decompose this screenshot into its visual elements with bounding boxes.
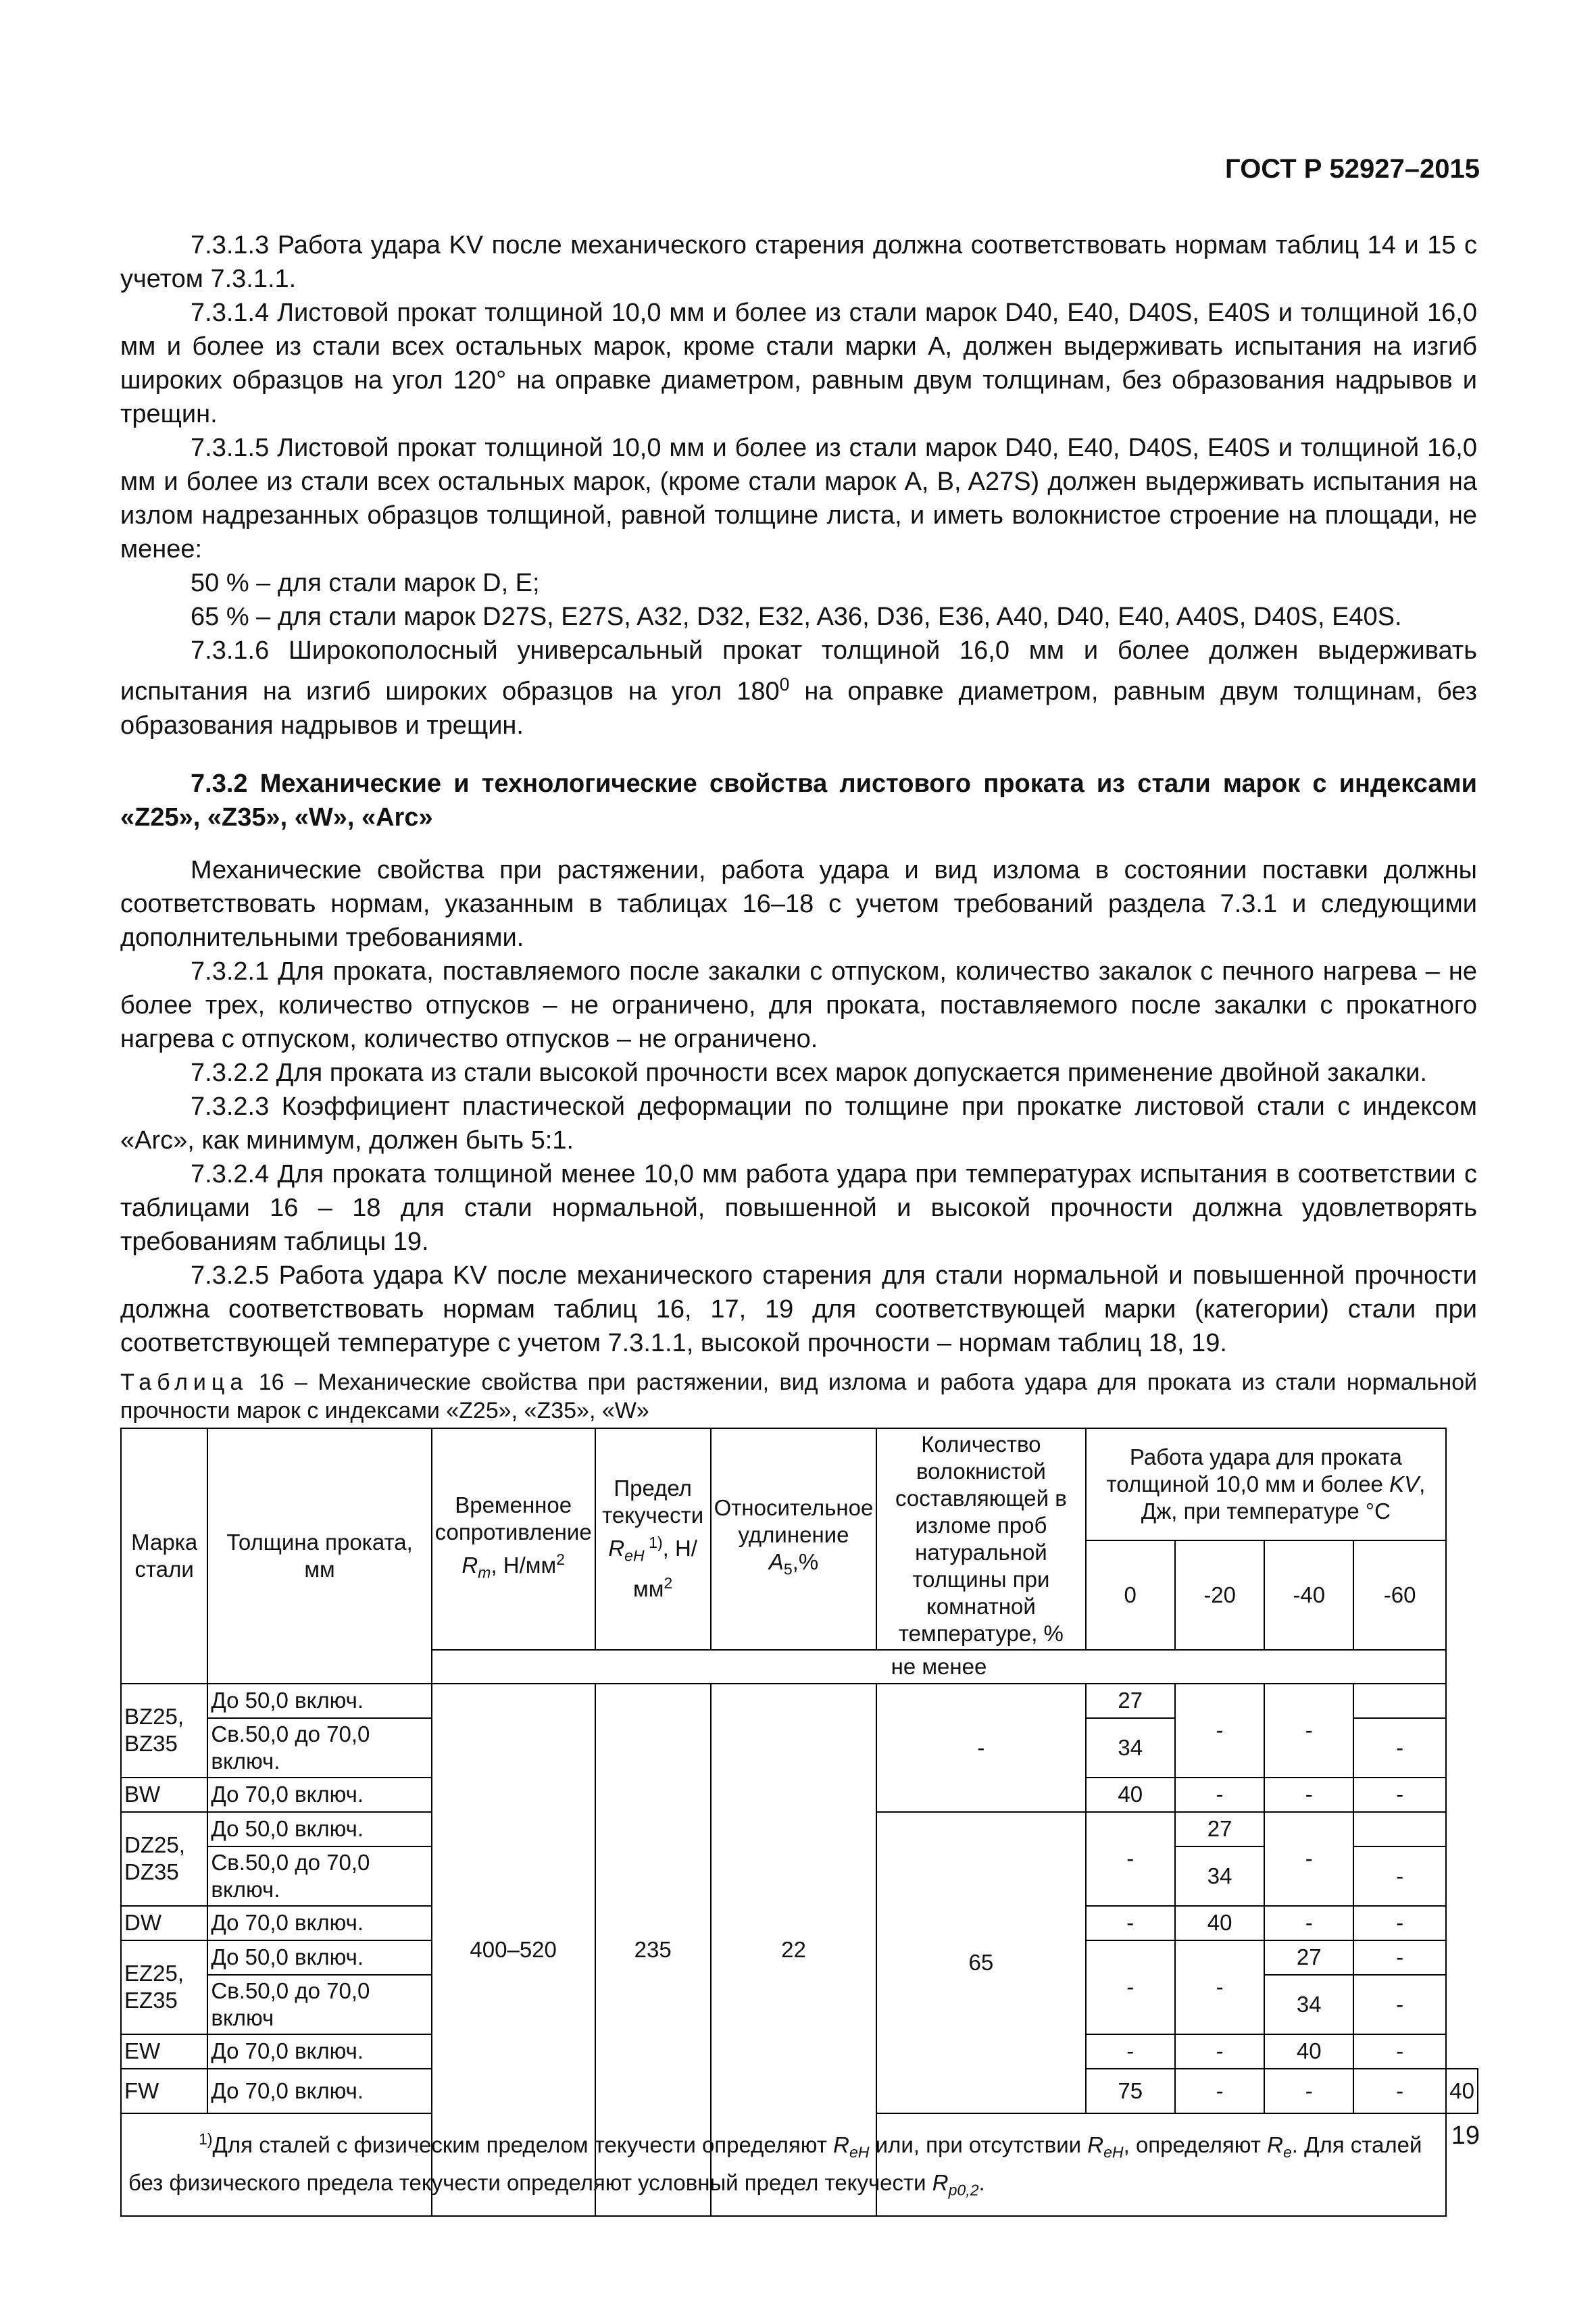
table-cell-grade: DW bbox=[121, 1906, 207, 1940]
table-cell-thickness: До 70,0 включ. bbox=[207, 2069, 431, 2113]
table-cell-kv: - bbox=[1175, 1684, 1264, 1778]
paragraph-text: 7.3.1.6 Широкополосный универсальный прокат толщиной 16,0 мм и более должен выдерживать испытания на изгиб широких образцов на угол 180 bbox=[120, 636, 1477, 706]
table-cell-kv bbox=[1353, 1684, 1446, 1718]
table-cell-kv: 34 bbox=[1264, 1975, 1353, 2034]
table-cell-thickness: До 50,0 включ. bbox=[207, 1812, 431, 1846]
header-grade: Марка стали bbox=[121, 1428, 207, 1684]
table-cell-thickness: До 70,0 включ. bbox=[207, 1778, 431, 1812]
header-min: не менее bbox=[432, 1650, 1447, 1684]
paragraph-7-3-1-5: 7.3.1.5 Листовой прокат толщиной 10,0 мм и более из стали марок D40, E40, D40S, E40S и толщиной 16,0 мм и более из стали всех остальных марок, (кроме стали марок A, B, A27S) должен выдерживать испытания на излом надрезанных образцов толщиной, равной толщине листа, и иметь волокнистое строение на площади, не менее: bbox=[120, 434, 1477, 563]
list-item-65: 65 % – для стали марок D27S, E27S, A32, D32, E32, A36, D36, E36, A40, D40, E40, A40S, D40S, E40S. bbox=[191, 603, 1402, 631]
paragraph-7-3-2-5: 7.3.2.5 Работа удара KV после механического старения для стали нормальной и повышенной прочности должна соответствовать нормам таблиц 16, 17, 19 для соответствующей марки (категории) стали при соответствующей температуре с учетом 7.3.1.1, высокой прочности – нормам таблиц 18, 19. bbox=[120, 1261, 1477, 1357]
table-cell-grade: EW bbox=[121, 2034, 207, 2069]
table-cell-kv bbox=[1353, 1812, 1446, 1846]
table-cell-kv: - bbox=[1175, 1940, 1264, 2034]
table-cell-kv: - bbox=[1264, 1684, 1353, 1778]
table-cell-thickness: До 50,0 включ. bbox=[207, 1940, 431, 1975]
paragraph-7-3-1-6 bbox=[120, 634, 1477, 743]
table-cell-kv: 27 bbox=[1175, 1812, 1264, 1846]
table-cell-kv: - bbox=[1353, 1940, 1446, 1975]
table-cell-grade: BW bbox=[121, 1778, 207, 1812]
header-a5: Относительное удлинение $A_5,\%$ bbox=[711, 1428, 877, 1650]
header-fibrous: Количество волокнистой составляющей в изломе проб натуральной толщины при комнатной температуре, % bbox=[876, 1428, 1085, 1650]
table-cell-kv: - bbox=[1353, 2069, 1446, 2113]
paragraph-intro: Механические свойства при растяжении, работа удара и вид излома в состоянии поставки должны соответствовать нормам, указанным в таблицах 16–18 с учетом требований раздела 7.3.1 и следующими дополнительными требованиями. bbox=[120, 855, 1477, 952]
table-cell-thickness: До 70,0 включ. bbox=[207, 1906, 431, 1940]
header-temp-60: -60 bbox=[1353, 1540, 1446, 1649]
table-cell-kv: - bbox=[1086, 2034, 1175, 2069]
table-16 bbox=[120, 1428, 1478, 2217]
table-cell-reh: 235 bbox=[595, 1684, 711, 2216]
table-cell-kv: - bbox=[1264, 1778, 1353, 1812]
table-cell-grade: EZ25, EZ35 bbox=[121, 1940, 207, 2034]
table-cell-kv: - bbox=[1264, 2069, 1353, 2113]
paragraph-7-3-1-3: 7.3.1.3 Работа удара KV после механического старения должна соответствовать нормам таблиц 14 и 15 с учетом 7.3.1.1. bbox=[120, 231, 1477, 293]
table-cell-kv: - bbox=[1264, 1906, 1353, 1940]
paragraph-7-3-2-2: 7.3.2.2 Для проката из стали высокой прочности всех марок допускается применение двойной закалки. bbox=[191, 1058, 1428, 1087]
table-caption bbox=[120, 1368, 1477, 1425]
table-cell-kv: - bbox=[1264, 1812, 1353, 1906]
table-cell-kv: - bbox=[1353, 1846, 1446, 1906]
table-cell-fibrous: 65 bbox=[876, 1812, 1085, 2113]
page-number: 19 bbox=[1451, 2121, 1480, 2150]
table-cell-thickness: Св.50,0 до 70,0 включ. bbox=[207, 1718, 431, 1778]
table-cell-a5: 22 bbox=[711, 1684, 877, 2216]
header-reh: Предел текучести $R_{eH}$ $^{1)}$, $Н/мм^2$ bbox=[595, 1428, 711, 1650]
paragraph-text: на оправке диаметром, равным двум толщинам, без образования надрывов и трещин. bbox=[120, 677, 1477, 740]
table-cell-thickness: До 50,0 включ. bbox=[207, 1684, 431, 1718]
table-cell-kv: - bbox=[1353, 2034, 1446, 2069]
degree-sup: 0 bbox=[779, 674, 790, 695]
paragraph-7-3-1-4: 7.3.1.4 Листовой прокат толщиной 10,0 мм и более из стали марок D40, E40, D40S, E40S и толщиной 16,0 мм и более из стали всех остальных марок, кроме стали марки А, должен выдерживать испытания на изгиб широких образцов на угол 120° на оправке диаметром, равным двум толщинам, без образования надрывов и трещин. bbox=[120, 299, 1477, 428]
header-temp-40: -40 bbox=[1264, 1540, 1353, 1649]
table-cell-kv: - bbox=[1175, 1778, 1264, 1812]
paragraph-7-3-2-4: 7.3.2.4 Для проката толщиной менее 10,0 мм работа удара при температурах испытания в соответствии с таблицами 16 – 18 для стали нормальной, повышенной и высокой прочности должна удовлетворять требованиям таблицы 19. bbox=[120, 1159, 1477, 1256]
table-cell-kv: - bbox=[1175, 2069, 1264, 2113]
table-cell-grade: BZ25, BZ35 bbox=[121, 1684, 207, 1778]
header-impact: Работа удара для проката толщиной 10,0 мм и более KV, Дж, при температуре °C bbox=[1086, 1428, 1447, 1541]
table-cell-rm: 400–520 bbox=[432, 1684, 595, 2216]
table-footnote: $^{1)}$Для сталей с физическим пределом текучести определяют $R_{eH}$ или, при отсутствии $R_{eH}$, определяют $R_e$. Для сталей без физического предела текучести определяют условный предел текучести $R_{p0,2}$. bbox=[121, 2113, 1446, 2216]
table-cell-kv: 40 bbox=[1446, 2069, 1478, 2113]
table-cell-kv: - bbox=[1353, 1906, 1446, 1940]
document-code: ГОСТ Р 52927–2015 bbox=[1225, 154, 1480, 184]
header-temp-20: -20 bbox=[1175, 1540, 1264, 1649]
table-cell-kv: - bbox=[1175, 2034, 1264, 2069]
paragraph-7-3-2-1: 7.3.2.1 Для проката, поставляемого после закалки с отпуском, количество закалок с печного нагрева – не более трех, количество отпусков – не ограничено, для проката, поставляемого после закалки с прокатного нагрева с отпуском, количество отпусков – не ограничено. bbox=[120, 957, 1477, 1053]
table-cell-grade: DZ25, DZ35 bbox=[121, 1812, 207, 1906]
list-item-50: 50 % – для стали марок D, E; bbox=[191, 569, 540, 597]
header-temp-0: 0 bbox=[1086, 1540, 1175, 1649]
caption-text: 16 – Механические свойства при растяжении, вид излома и работа удара для проката из стали нормальной прочности марок с индексами «Z25», «Z35», «W» bbox=[120, 1369, 1477, 1424]
table-cell-kv: - bbox=[1086, 1812, 1175, 1906]
header-thickness: Толщина проката, мм bbox=[207, 1428, 431, 1684]
table-cell-kv: 34 bbox=[1086, 1718, 1175, 1778]
table-cell-thickness: Св.50,0 до 70,0 включ. bbox=[207, 1846, 431, 1906]
table-cell-thickness: До 70,0 включ. bbox=[207, 2034, 431, 2069]
paragraph-7-3-2-3: 7.3.2.3 Коэффициент пластической деформации по толщине при прокатке листовой стали с индексом «Arc», как минимум, должен быть 5:1. bbox=[120, 1092, 1477, 1155]
table-cell-kv: - bbox=[1086, 1906, 1175, 1940]
header-rm: Временное сопротивление $R_m$, $Н/мм^2$ bbox=[432, 1428, 595, 1650]
table-cell-kv: - bbox=[1086, 1940, 1175, 2034]
table-cell-kv: 34 bbox=[1175, 1846, 1264, 1906]
table-cell-grade: FW bbox=[121, 2069, 207, 2113]
table-cell-kv: 27 bbox=[1086, 1684, 1175, 1718]
section-heading-7-3-2: 7.3.2 Механические и технологические свойства листового проката из стали марок с индексами «Z25», «Z35», «W», «Arc» bbox=[120, 769, 1477, 832]
caption-word: Таблица bbox=[120, 1369, 249, 1395]
table-cell-fibrous: 75 bbox=[1086, 2069, 1175, 2113]
table-cell-kv: 27 bbox=[1264, 1940, 1353, 1975]
table-cell-kv: 40 bbox=[1086, 1778, 1175, 1812]
table-cell-fibrous: - bbox=[876, 1684, 1085, 1812]
table-cell-kv: - bbox=[1353, 1975, 1446, 2034]
table-cell-kv: 40 bbox=[1264, 2034, 1353, 2069]
main-content bbox=[120, 228, 1477, 2217]
table-cell-kv: - bbox=[1353, 1778, 1446, 1812]
table-cell-kv: - bbox=[1353, 1718, 1446, 1778]
table-cell-thickness: Св.50,0 до 70,0 включ bbox=[207, 1975, 431, 2034]
table-cell-kv: 40 bbox=[1175, 1906, 1264, 1940]
